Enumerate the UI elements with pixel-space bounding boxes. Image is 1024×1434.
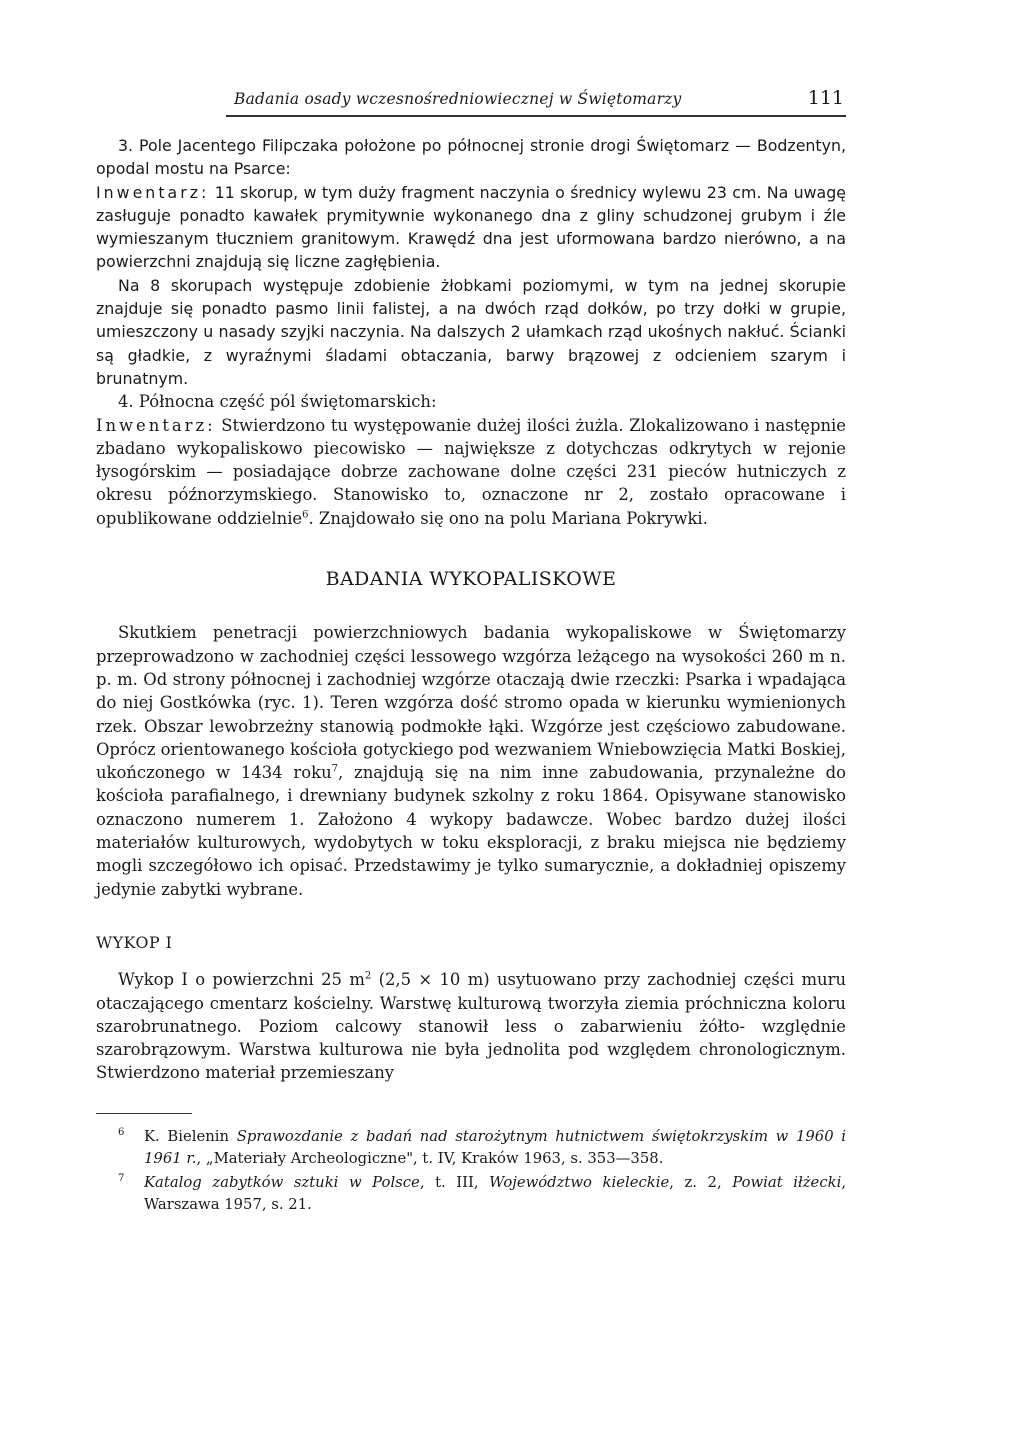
footnote-text: , t. III, [419, 1173, 490, 1191]
footnotes [96, 1126, 846, 1216]
footnote-title: Sprawozdanie z badań nad starożytnym hutnictwem świętokrzyskim w 1960 i 1961 r. [144, 1127, 846, 1167]
paragraph-text: , znajdują się na nim inne zabudowania, przynależne do kościoła parafialnego, i drewniany budynek szkolny z roku 1864. Opisywane stanowisko oznaczono numerem 1. Założono 4 wykopy badawcze. Wobec bardzo dużej ilości materiałów kulturowych, wydobytych w toku eksploracji, z braku miejsca nie będziemy mogli szczegółowo ich opisać. Przedstawimy je tylko sumarycznie, a dokładniej opiszemy jedynie zabytki wybrane. [96, 763, 847, 899]
header-rule [226, 115, 846, 117]
paragraph [96, 414, 846, 530]
paragraph-text: Skutkiem penetracji powierzchniowych badania wykopaliskowe w Świętomarzy przeprowadzono w zachodniej części lessowego wzgórza leżącego na wysokości 260 m n. p. m. Od strony północnej i zachodniej wzgórze otaczają dwie rzeczki: Psarka i wpadająca do niej Gostkówka (ryc. 1). Teren wzgórza dość stromo opada w kierunku wymienionych rzek. Obszar lewobrzeżny stanowią podmokłe łąki. Wzgórze jest częściowo zabudowane. Oprócz orientowanego kościoła gotyckiego pod wezwaniem Wniebowzięcia Matki Boskiej, ukończonego w 1434 roku [96, 623, 846, 783]
paragraph [96, 968, 846, 1084]
paragraph-text: (2,5 × 10 m) usytuowano przy zachodniej części muru otaczającego cmentarz kościelny. Warstwę kulturową tworzyła ziemia próchniczna koloru szarobrunatnego. Poziom calcowy stanowił less o zabarwieniu żółto- względnie szarobrązowym. Warstwa kulturowa nie była jednolita pod względem chronologicznym. Stwierdzono materiał przemieszany [96, 970, 846, 1083]
running-title: Badania osady wczesnośredniowiecznej w Świętomarzy [234, 90, 682, 108]
footnote-ref[interactable]: 6 [302, 509, 309, 521]
page [96, 80, 846, 1218]
paragraph [96, 621, 846, 901]
subsection-heading: WYKOP I [96, 932, 173, 952]
footnote-title: Województwo kieleckie [489, 1173, 670, 1191]
paragraph: 3. Pole Jacentego Filipczaka położone po północnej stronie drogi Świętomarz — Bodzentyn, opodal mostu na Psarce: [96, 136, 846, 179]
paragraph-text: 11 skorup, w tym duży fragment naczynia o średnicy wylewu 23 cm. Na uwagę zasługuje ponadto kawałek prymitywnie wykonanego dna z gliny schudzonej grubym i źle wymieszanym tłuczniem granitowym. Krawędź dna jest uformowana bardzo nierówno, a na powierzchni znajdują się liczne zagłębienia. [96, 182, 846, 272]
inventory-label: Inwentarz: [96, 182, 210, 202]
footnote-mark: 7 [118, 1172, 125, 1184]
page-header [96, 80, 846, 112]
footnote-rule [96, 1113, 192, 1114]
paragraph: Na 8 skorupach występuje zdobienie żłobkami poziomymi, w tym na jednej skorupie znajduje się ponadto pasmo linii falistej, a na dwóch rząd dołków, po trzy dołki w grupie, umieszczony u nasady szyjki naczynia. Na dalszych 2 ułamkach rząd ukośnych nakłuć. Ścianki są gładkie, z wyraźnymi śladami obtaczania, barwy brązowej z odcieniem szarym i brunatnym. [96, 275, 846, 388]
field-descriptions [96, 134, 846, 390]
footnote-author: K. Bielenin [144, 1127, 237, 1145]
footnote-rest: , „Materiały Archeologiczne", t. IV, Kraków 1963, s. 353—358. [196, 1149, 664, 1167]
footnote-ref[interactable]: 7 [331, 763, 339, 775]
section-heading: BADANIA WYKOPALISKOWE [325, 568, 617, 591]
inventory-label: Inwentarz: [96, 415, 216, 435]
paragraph [96, 181, 846, 274]
paragraph: 4. Północna część pól świętomarskich: [118, 392, 437, 412]
footnote-text: , z. 2, [669, 1173, 733, 1191]
footnote-mark: 6 [118, 1126, 125, 1138]
footnote-6 [118, 1126, 846, 1170]
superscript: 2 [364, 970, 372, 982]
footnote-title: Katalog zabytków sztuki w Polsce [144, 1173, 420, 1191]
footnote-7 [118, 1172, 847, 1216]
article-body [96, 134, 846, 1085]
page-number: 111 [807, 87, 844, 109]
footnote-rest: , Warszawa 1957, s. 21. [144, 1173, 847, 1213]
paragraph-text: . Znajdowało się ono na polu Mariana Pokrywki. [308, 508, 708, 528]
footnote-title: Powiat iłżecki [732, 1173, 842, 1191]
paragraph-text: Wykop I o powierzchni 25 m [118, 970, 365, 990]
paragraph-text: Stwierdzono tu występowanie dużej ilości żużla. Zlokalizowano i następnie zbadano wykopaliskowo piecowisko — największe z dotychczas odkrytych w rejonie łysogórskim — posiadające dobrze zachowane dolne części 231 pieców hutniczych z okresu późnorzymskiego. Stanowisko to, oznaczone nr 2, zostało opracowane i opublikowane oddzielnie [96, 415, 846, 528]
